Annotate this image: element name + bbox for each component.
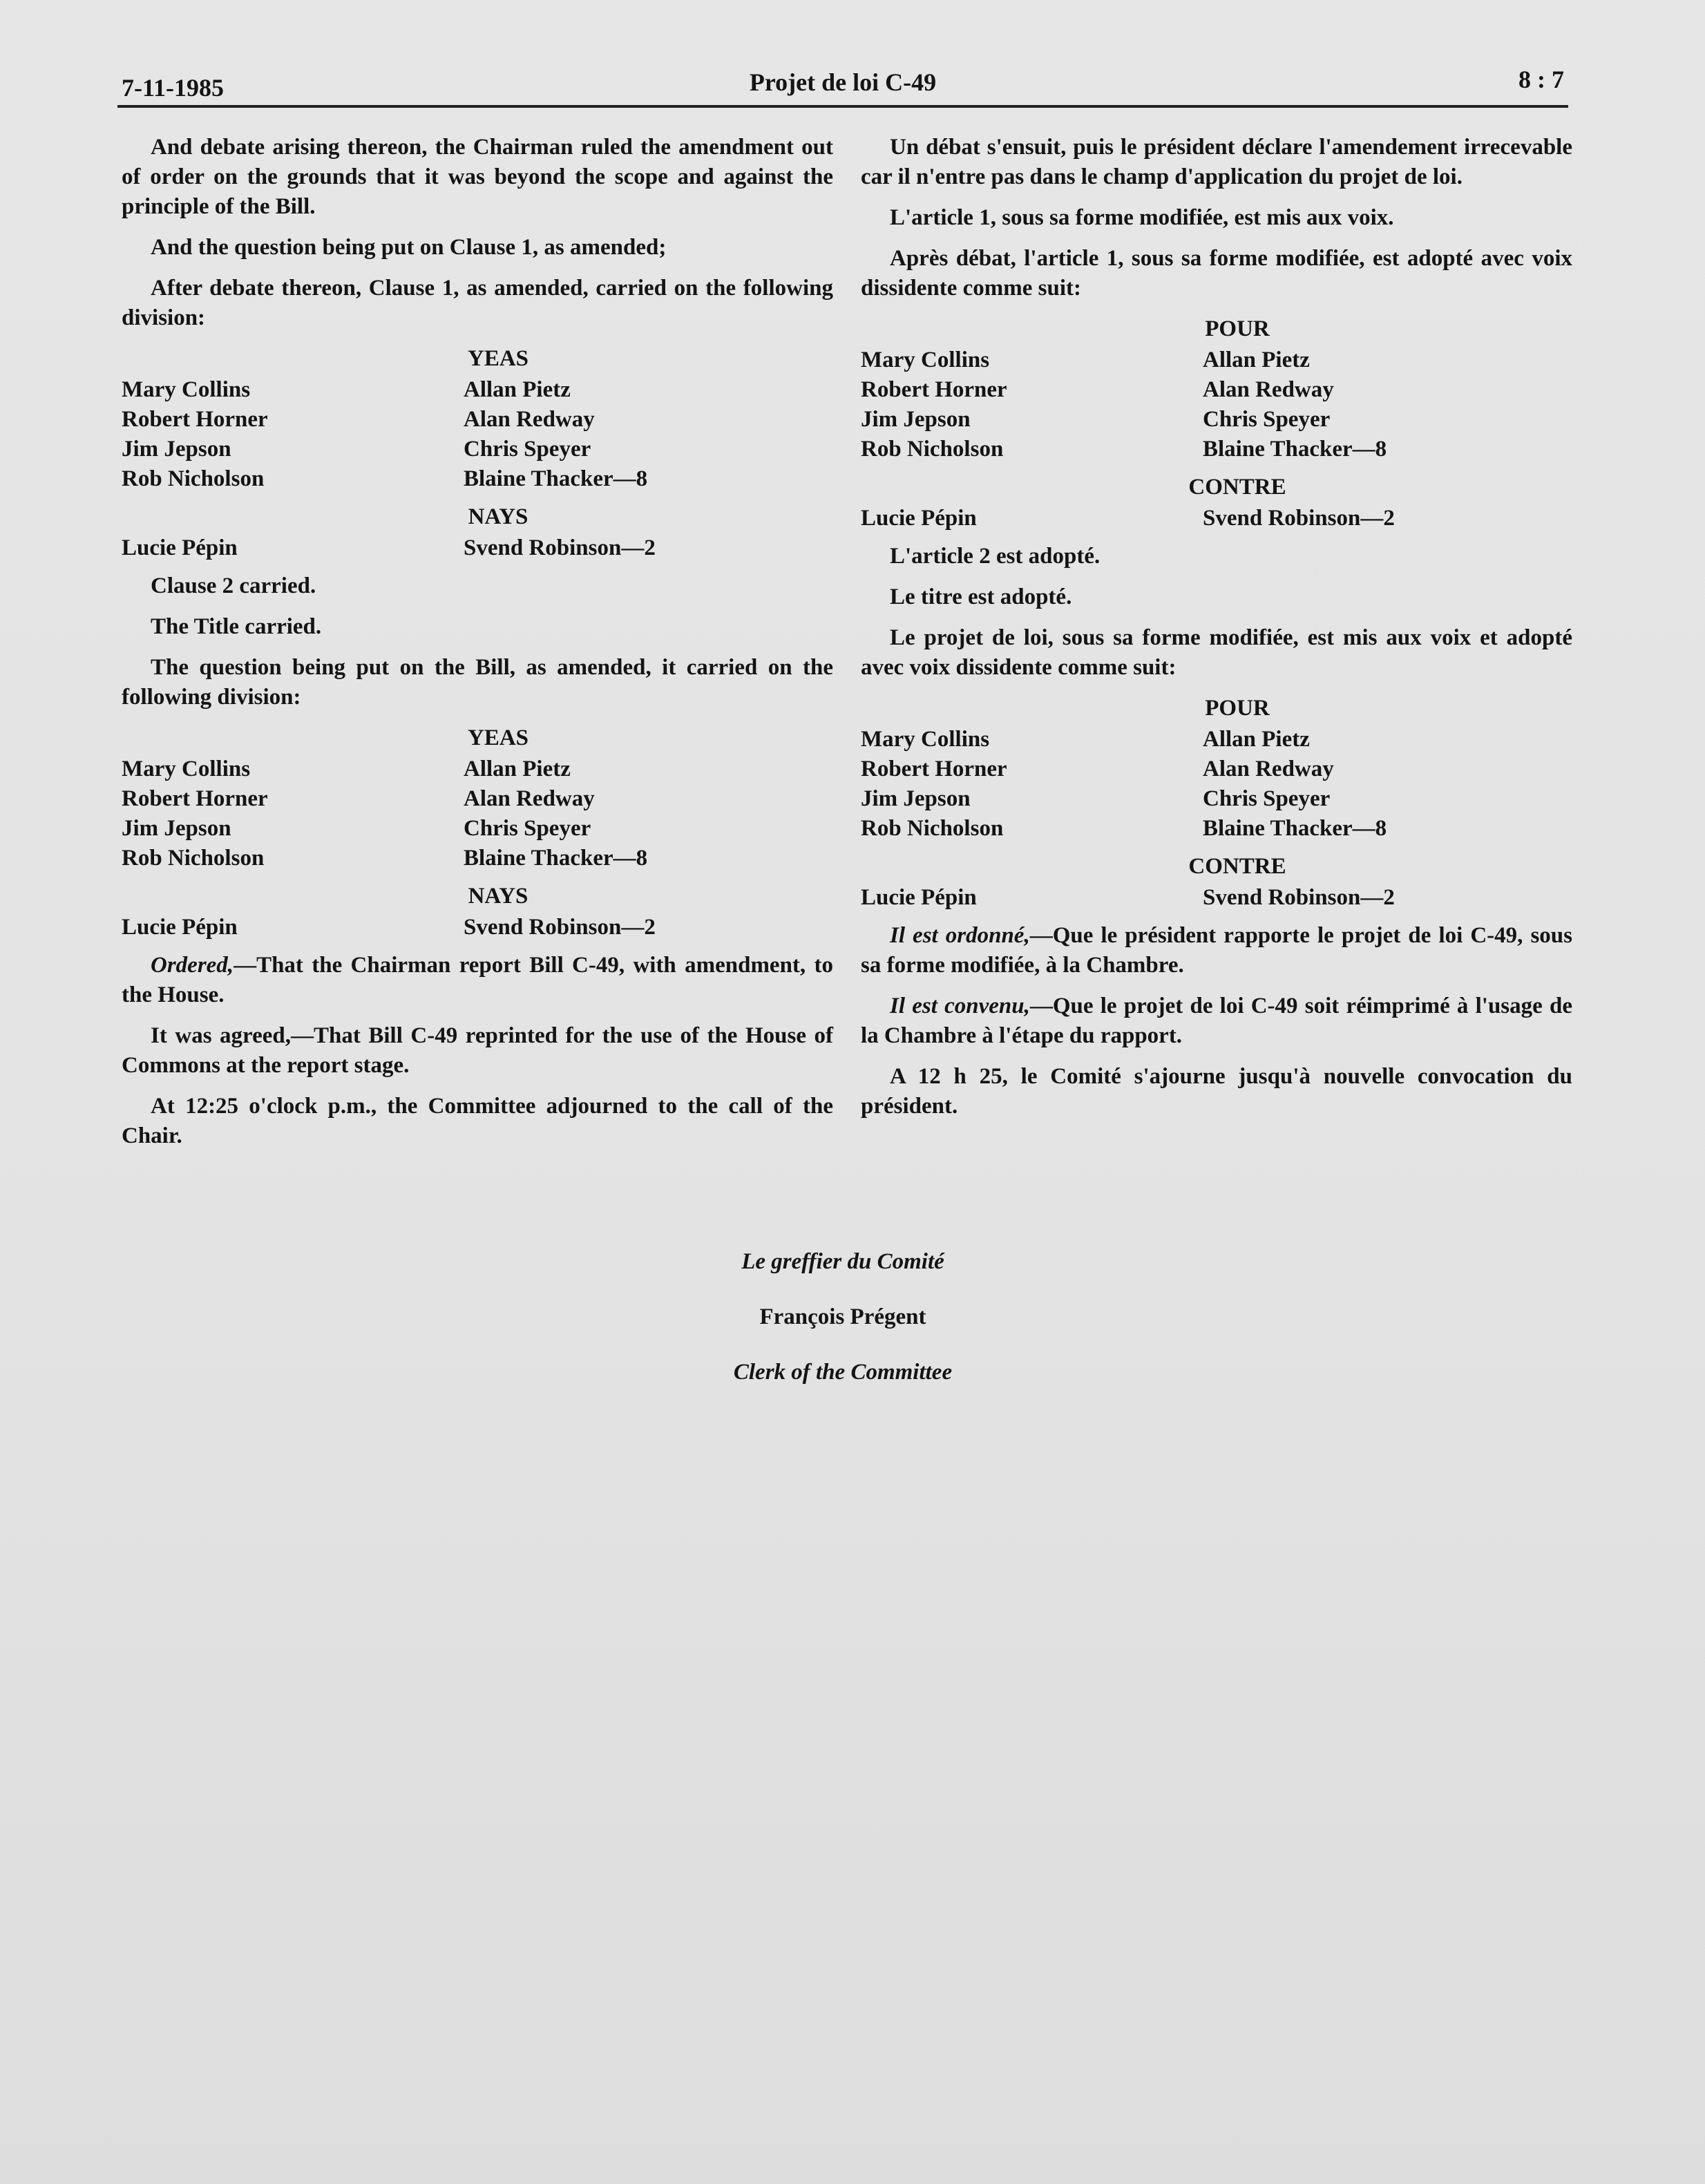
page-header <box>117 61 1568 104</box>
header-page-number: 8 : 7 <box>1518 66 1564 93</box>
paragraph <box>122 951 833 1010</box>
member-name: Blaine Thacker—8 <box>464 466 648 491</box>
member-name: Svend Robinson—2 <box>464 535 656 560</box>
member-name: Chris Speyer <box>1203 786 1331 811</box>
member-name: Allan Pietz <box>1203 727 1310 752</box>
member-name: Svend Robinson—2 <box>464 915 656 940</box>
member-name: Mary Collins <box>861 727 990 752</box>
member-name: Rob Nicholson <box>122 846 265 871</box>
contre-heading: CONTRE <box>1188 475 1286 500</box>
clerk-title-english: Clerk of the Committee <box>733 1360 953 1385</box>
pour-list <box>861 725 1572 844</box>
member-name: Alan Redway <box>1203 377 1334 402</box>
member-name: Blaine Thacker—8 <box>464 846 648 871</box>
contre-list <box>861 504 1572 533</box>
member-name: Chris Speyer <box>464 816 591 841</box>
header-title: Projet de loi C-49 <box>749 68 937 96</box>
member-name: Svend Robinson—2 <box>1203 885 1395 910</box>
paragraph: Le titre est adopté. <box>890 585 1072 609</box>
member-name: Rob Nicholson <box>861 437 1004 462</box>
paragraph: L'article 1, sous sa forme modifiée, est mis aux voix. <box>890 205 1394 230</box>
paragraph: At 12:25 o'clock p.m., the Committee adjourned to the call of the Chair. <box>122 1094 833 1148</box>
paragraph: And debate arising thereon, the Chairman ruled the amendment out of order on the grounds that it was beyond the scope and against the principle of the Bill. <box>122 135 833 219</box>
nays-list <box>122 533 833 563</box>
member-name: Chris Speyer <box>1203 407 1331 432</box>
paragraph <box>861 921 1572 980</box>
member-name: Jim Jepson <box>122 437 231 462</box>
clerk-name: François Prégent <box>759 1304 926 1329</box>
english-column <box>122 133 833 1162</box>
agreed-text: —Que le projet de loi C-49 soit réimprimé à l'usage de la Chambre à l'étape du rapport. <box>861 994 1573 1048</box>
header-date: 7-11-1985 <box>122 74 224 102</box>
member-name: Lucie Pépin <box>861 506 977 531</box>
paragraph: A 12 h 25, le Comité s'ajourne jusqu'à nouvelle convocation du président. <box>861 1064 1572 1119</box>
paragraph: The question being put on the Bill, as amended, it carried on the following division: <box>122 655 833 710</box>
member-name: Rob Nicholson <box>861 816 1004 841</box>
pour-heading: POUR <box>1205 696 1270 721</box>
member-name: Chris Speyer <box>464 437 591 462</box>
agreed-label: Il est convenu, <box>890 994 1030 1018</box>
yeas-heading: YEAS <box>467 346 529 371</box>
ordered-label: Il est ordonné, <box>890 923 1030 948</box>
member-name: Allan Pietz <box>464 757 571 781</box>
member-name: Robert Horner <box>861 377 1007 402</box>
nays-heading: NAYS <box>468 504 528 529</box>
member-name: Lucie Pépin <box>861 885 977 910</box>
contre-list <box>861 883 1572 913</box>
member-name: Blaine Thacker—8 <box>1203 816 1387 841</box>
ordered-text: —Que le président rapporte le projet de loi C-49, sous sa forme modifiée, à la Chambre. <box>861 923 1572 978</box>
nays-list <box>122 913 833 942</box>
paragraph: Le projet de loi, sous sa forme modifiée, est mis aux voix et adopté avec voix dissidente comme suit: <box>861 625 1572 680</box>
member-name: Robert Horner <box>122 407 268 432</box>
member-name: Allan Pietz <box>464 377 571 402</box>
paragraph: Clause 2 carried. <box>151 573 316 598</box>
paragraph: Après débat, l'article 1, sous sa forme modifiée, est adopté avec voix dissidente comme suit: <box>861 246 1572 301</box>
paragraph: Un débat s'ensuit, puis le président déclare l'amendement irrecevable car il n'entre pas dans le champ d'application du projet de loi. <box>861 135 1572 189</box>
contre-heading: CONTRE <box>1188 854 1286 879</box>
member-name: Blaine Thacker—8 <box>1203 437 1387 462</box>
pour-list <box>861 345 1572 464</box>
member-name: Lucie Pépin <box>122 535 238 560</box>
yeas-heading: YEAS <box>467 725 529 750</box>
member-name: Rob Nicholson <box>122 466 265 491</box>
member-name: Lucie Pépin <box>122 915 238 940</box>
nays-heading: NAYS <box>468 884 528 909</box>
paragraph <box>861 991 1572 1051</box>
paragraph: And the question being put on Clause 1, as amended; <box>151 235 667 260</box>
member-name: Alan Redway <box>464 407 595 432</box>
paragraph: L'article 2 est adopté. <box>890 544 1101 569</box>
pour-heading: POUR <box>1205 316 1270 341</box>
member-name: Mary Collins <box>122 757 251 781</box>
member-name: Svend Robinson—2 <box>1203 506 1395 531</box>
paragraph: The Title carried. <box>151 614 322 639</box>
header-rule <box>117 105 1568 108</box>
member-name: Mary Collins <box>861 348 990 372</box>
member-name: Robert Horner <box>861 757 1007 781</box>
yeas-list <box>122 754 833 873</box>
member-name: Jim Jepson <box>122 816 231 841</box>
member-name: Robert Horner <box>122 786 268 811</box>
member-name: Jim Jepson <box>861 407 971 432</box>
member-name: Alan Redway <box>464 786 595 811</box>
paragraph: After debate thereon, Clause 1, as amended, carried on the following division: <box>122 276 833 330</box>
member-name: Allan Pietz <box>1203 348 1310 372</box>
french-column <box>861 133 1572 1132</box>
paragraph: It was agreed,—That Bill C-49 reprinted for the use of the House of Commons at the report stage. <box>122 1023 833 1078</box>
yeas-list <box>122 375 833 494</box>
ordered-label: Ordered, <box>151 953 234 978</box>
member-name: Jim Jepson <box>861 786 971 811</box>
clerk-title-french: Le greffier du Comité <box>741 1249 944 1274</box>
member-name: Alan Redway <box>1203 757 1334 781</box>
ordered-text: —That the Chairman report Bill C-49, with amendment, to the House. <box>122 953 833 1007</box>
member-name: Mary Collins <box>122 377 251 402</box>
